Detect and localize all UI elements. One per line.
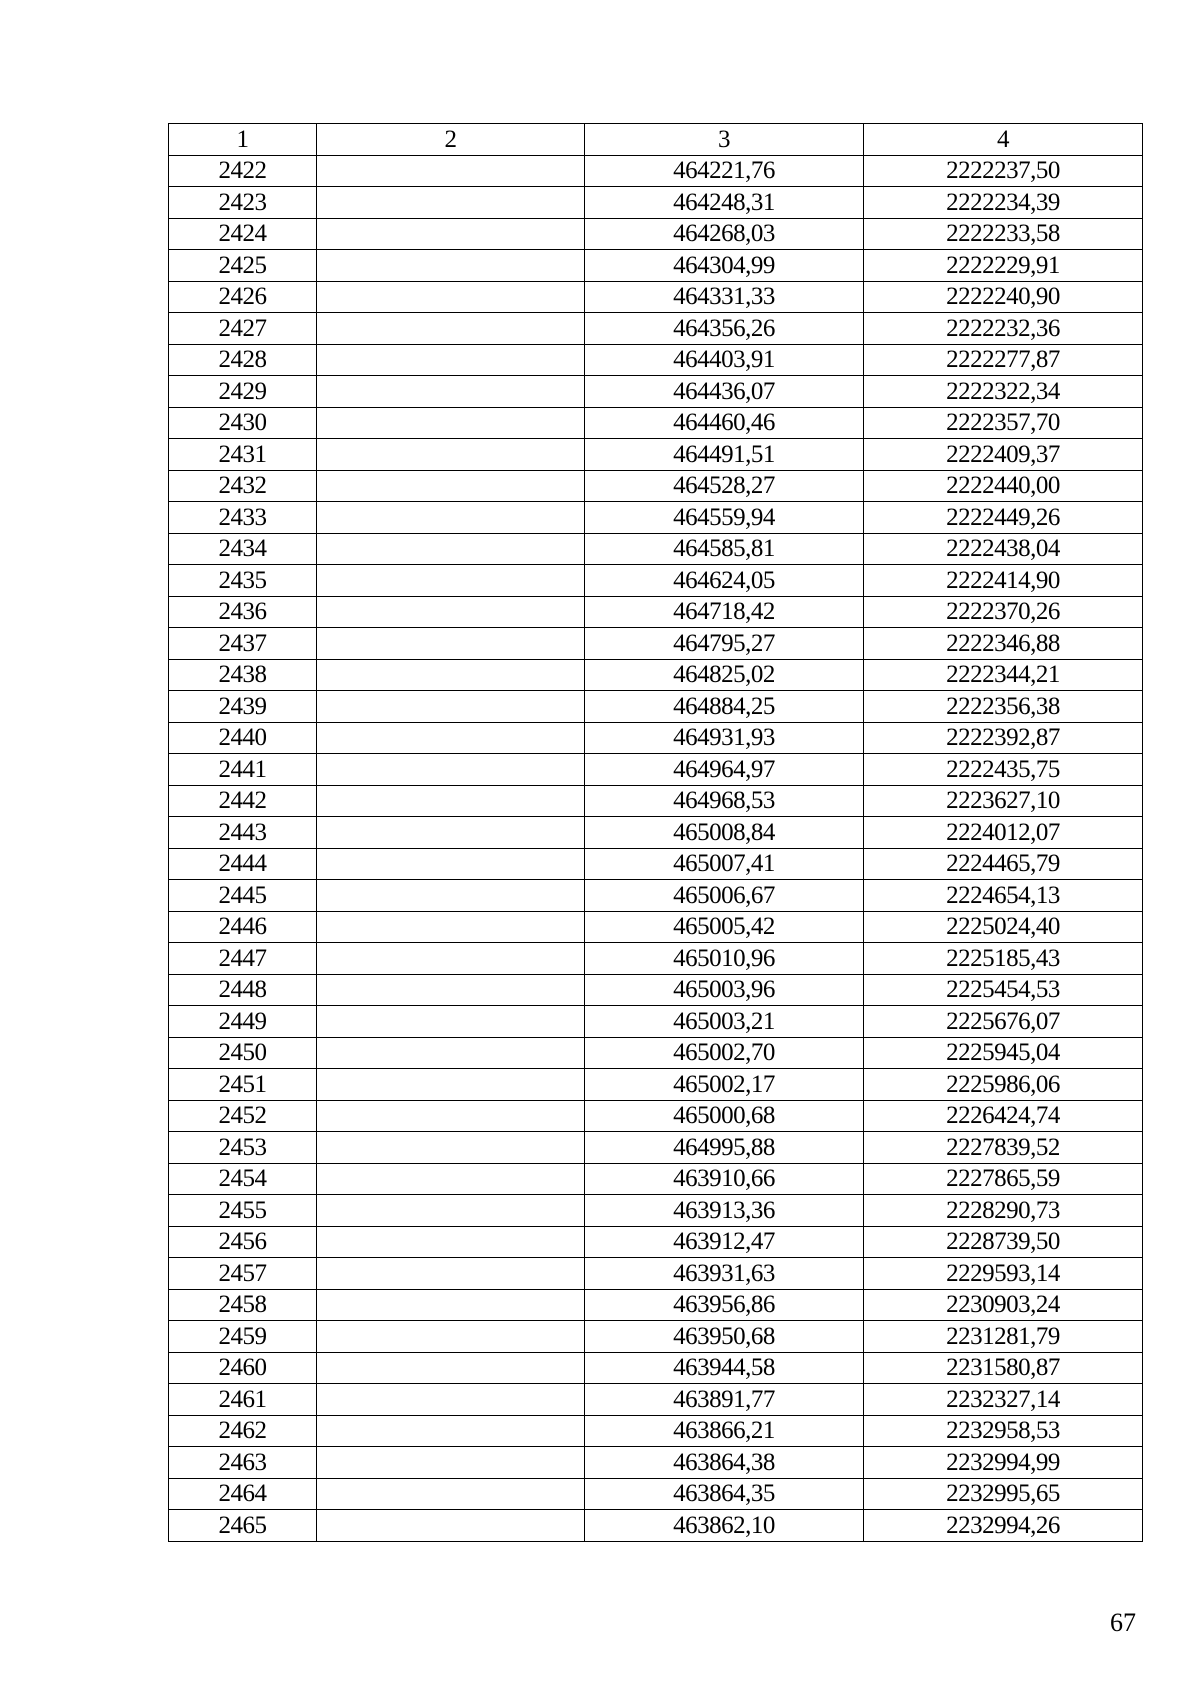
description-cell: [317, 565, 585, 597]
description-cell: [317, 1258, 585, 1290]
description-cell: [317, 470, 585, 502]
x-coordinate-cell: 463950,68: [585, 1321, 864, 1353]
x-coordinate-cell: 465002,70: [585, 1037, 864, 1069]
point-number-cell: 2441: [169, 754, 317, 786]
x-coordinate-cell: 464356,26: [585, 313, 864, 345]
table-row: [169, 722, 1143, 754]
point-number-cell: 2444: [169, 848, 317, 880]
y-coordinate-cell: 2222356,38: [864, 691, 1143, 723]
y-coordinate-cell: 2222237,50: [864, 155, 1143, 187]
header-cell-2: 2: [317, 124, 585, 156]
point-number-cell: 2424: [169, 218, 317, 250]
y-coordinate-cell: 2232958,53: [864, 1415, 1143, 1447]
x-coordinate-cell: 464460,46: [585, 407, 864, 439]
point-number-cell: 2445: [169, 880, 317, 912]
y-coordinate-cell: 2229593,14: [864, 1258, 1143, 1290]
y-coordinate-cell: 2222346,88: [864, 628, 1143, 660]
table-row: [169, 376, 1143, 408]
x-coordinate-cell: 463931,63: [585, 1258, 864, 1290]
table-row: [169, 1478, 1143, 1510]
point-number-cell: 2436: [169, 596, 317, 628]
description-cell: [317, 1037, 585, 1069]
point-number-cell: 2432: [169, 470, 317, 502]
point-number-cell: 2440: [169, 722, 317, 754]
point-number-cell: 2455: [169, 1195, 317, 1227]
table-row: [169, 502, 1143, 534]
table-row: [169, 1100, 1143, 1132]
y-coordinate-cell: 2227865,59: [864, 1163, 1143, 1195]
description-cell: [317, 817, 585, 849]
x-coordinate-cell: 463913,36: [585, 1195, 864, 1227]
description-cell: [317, 1384, 585, 1416]
description-cell: [317, 187, 585, 219]
x-coordinate-cell: 464795,27: [585, 628, 864, 660]
description-cell: [317, 722, 585, 754]
point-number-cell: 2461: [169, 1384, 317, 1416]
y-coordinate-cell: 2225945,04: [864, 1037, 1143, 1069]
y-coordinate-cell: 2222357,70: [864, 407, 1143, 439]
point-number-cell: 2452: [169, 1100, 317, 1132]
x-coordinate-cell: 464528,27: [585, 470, 864, 502]
y-coordinate-cell: 2222409,37: [864, 439, 1143, 471]
description-cell: [317, 1415, 585, 1447]
table-row: [169, 565, 1143, 597]
table-row: [169, 628, 1143, 660]
y-coordinate-cell: 2228290,73: [864, 1195, 1143, 1227]
table-row: [169, 155, 1143, 187]
y-coordinate-cell: 2222449,26: [864, 502, 1143, 534]
table-row: [169, 344, 1143, 376]
table-row: [169, 880, 1143, 912]
x-coordinate-cell: 463866,21: [585, 1415, 864, 1447]
point-number-cell: 2439: [169, 691, 317, 723]
table-row: [169, 1163, 1143, 1195]
point-number-cell: 2454: [169, 1163, 317, 1195]
point-number-cell: 2448: [169, 974, 317, 1006]
x-coordinate-cell: 463944,58: [585, 1352, 864, 1384]
table-row: [169, 1132, 1143, 1164]
x-coordinate-cell: 464331,33: [585, 281, 864, 313]
y-coordinate-cell: 2224465,79: [864, 848, 1143, 880]
x-coordinate-cell: 464403,91: [585, 344, 864, 376]
description-cell: [317, 1069, 585, 1101]
description-cell: [317, 313, 585, 345]
y-coordinate-cell: 2222414,90: [864, 565, 1143, 597]
table-row: [169, 1321, 1143, 1353]
table-row: [169, 1510, 1143, 1542]
description-cell: [317, 1195, 585, 1227]
description-cell: [317, 502, 585, 534]
table-row: [169, 943, 1143, 975]
description-cell: [317, 848, 585, 880]
point-number-cell: 2453: [169, 1132, 317, 1164]
point-number-cell: 2431: [169, 439, 317, 471]
x-coordinate-cell: 465005,42: [585, 911, 864, 943]
table-row: [169, 1195, 1143, 1227]
point-number-cell: 2434: [169, 533, 317, 565]
description-cell: [317, 1447, 585, 1479]
description-cell: [317, 691, 585, 723]
y-coordinate-cell: 2230903,24: [864, 1289, 1143, 1321]
table-row: [169, 1352, 1143, 1384]
y-coordinate-cell: 2225024,40: [864, 911, 1143, 943]
description-cell: [317, 281, 585, 313]
description-cell: [317, 1100, 585, 1132]
point-number-cell: 2447: [169, 943, 317, 975]
x-coordinate-cell: 464964,97: [585, 754, 864, 786]
x-coordinate-cell: 464624,05: [585, 565, 864, 597]
table-row: [169, 281, 1143, 313]
point-number-cell: 2464: [169, 1478, 317, 1510]
point-number-cell: 2443: [169, 817, 317, 849]
table-row: [169, 470, 1143, 502]
description-cell: [317, 974, 585, 1006]
table-header: [169, 124, 1143, 156]
point-number-cell: 2458: [169, 1289, 317, 1321]
y-coordinate-cell: 2231580,87: [864, 1352, 1143, 1384]
x-coordinate-cell: 463864,35: [585, 1478, 864, 1510]
x-coordinate-cell: 463891,77: [585, 1384, 864, 1416]
description-cell: [317, 1226, 585, 1258]
description-cell: [317, 785, 585, 817]
point-number-cell: 2437: [169, 628, 317, 660]
y-coordinate-cell: 2225986,06: [864, 1069, 1143, 1101]
y-coordinate-cell: 2222233,58: [864, 218, 1143, 250]
point-number-cell: 2422: [169, 155, 317, 187]
x-coordinate-cell: 464248,31: [585, 187, 864, 219]
coordinates-table: [168, 123, 1143, 1542]
x-coordinate-cell: 463862,10: [585, 1510, 864, 1542]
point-number-cell: 2433: [169, 502, 317, 534]
y-coordinate-cell: 2222435,75: [864, 754, 1143, 786]
y-coordinate-cell: 2225676,07: [864, 1006, 1143, 1038]
header-cell-4: 4: [864, 124, 1143, 156]
y-coordinate-cell: 2222392,87: [864, 722, 1143, 754]
description-cell: [317, 439, 585, 471]
x-coordinate-cell: 464884,25: [585, 691, 864, 723]
point-number-cell: 2462: [169, 1415, 317, 1447]
description-cell: [317, 218, 585, 250]
header-cell-1: 1: [169, 124, 317, 156]
x-coordinate-cell: 465003,96: [585, 974, 864, 1006]
y-coordinate-cell: 2225454,53: [864, 974, 1143, 1006]
table-row: [169, 974, 1143, 1006]
table-row: [169, 785, 1143, 817]
description-cell: [317, 1163, 585, 1195]
point-number-cell: 2428: [169, 344, 317, 376]
point-number-cell: 2456: [169, 1226, 317, 1258]
table-body: [169, 155, 1143, 1541]
x-coordinate-cell: 464585,81: [585, 533, 864, 565]
point-number-cell: 2451: [169, 1069, 317, 1101]
x-coordinate-cell: 465007,41: [585, 848, 864, 880]
description-cell: [317, 1132, 585, 1164]
x-coordinate-cell: 463864,38: [585, 1447, 864, 1479]
table-row: [169, 313, 1143, 345]
x-coordinate-cell: 464221,76: [585, 155, 864, 187]
description-cell: [317, 1006, 585, 1038]
point-number-cell: 2457: [169, 1258, 317, 1290]
y-coordinate-cell: 2232327,14: [864, 1384, 1143, 1416]
description-cell: [317, 628, 585, 660]
y-coordinate-cell: 2227839,52: [864, 1132, 1143, 1164]
table-row: [169, 407, 1143, 439]
table-row: [169, 218, 1143, 250]
x-coordinate-cell: 464995,88: [585, 1132, 864, 1164]
x-coordinate-cell: 465010,96: [585, 943, 864, 975]
description-cell: [317, 1289, 585, 1321]
x-coordinate-cell: 463912,47: [585, 1226, 864, 1258]
y-coordinate-cell: 2224654,13: [864, 880, 1143, 912]
point-number-cell: 2465: [169, 1510, 317, 1542]
description-cell: [317, 155, 585, 187]
x-coordinate-cell: 464825,02: [585, 659, 864, 691]
y-coordinate-cell: 2226424,74: [864, 1100, 1143, 1132]
table-row: [169, 596, 1143, 628]
description-cell: [317, 344, 585, 376]
point-number-cell: 2423: [169, 187, 317, 219]
description-cell: [317, 533, 585, 565]
table-row: [169, 533, 1143, 565]
table-row: [169, 1384, 1143, 1416]
y-coordinate-cell: 2225185,43: [864, 943, 1143, 975]
x-coordinate-cell: 464559,94: [585, 502, 864, 534]
description-cell: [317, 943, 585, 975]
description-cell: [317, 596, 585, 628]
x-coordinate-cell: 463956,86: [585, 1289, 864, 1321]
point-number-cell: 2449: [169, 1006, 317, 1038]
table-row: [169, 1289, 1143, 1321]
description-cell: [317, 250, 585, 282]
table-row: [169, 817, 1143, 849]
y-coordinate-cell: 2232995,65: [864, 1478, 1143, 1510]
y-coordinate-cell: 2232994,99: [864, 1447, 1143, 1479]
x-coordinate-cell: 464491,51: [585, 439, 864, 471]
point-number-cell: 2438: [169, 659, 317, 691]
description-cell: [317, 1478, 585, 1510]
y-coordinate-cell: 2222370,26: [864, 596, 1143, 628]
page-number: 67: [1110, 1608, 1136, 1637]
x-coordinate-cell: 464968,53: [585, 785, 864, 817]
x-coordinate-cell: 465000,68: [585, 1100, 864, 1132]
table-row: [169, 659, 1143, 691]
header-row: [169, 124, 1143, 156]
x-coordinate-cell: 465006,67: [585, 880, 864, 912]
x-coordinate-cell: 465008,84: [585, 817, 864, 849]
point-number-cell: 2426: [169, 281, 317, 313]
description-cell: [317, 407, 585, 439]
table-row: [169, 1447, 1143, 1479]
y-coordinate-cell: 2222232,36: [864, 313, 1143, 345]
point-number-cell: 2463: [169, 1447, 317, 1479]
y-coordinate-cell: 2222322,34: [864, 376, 1143, 408]
y-coordinate-cell: 2222277,87: [864, 344, 1143, 376]
y-coordinate-cell: 2228739,50: [864, 1226, 1143, 1258]
table-row: [169, 691, 1143, 723]
description-cell: [317, 376, 585, 408]
y-coordinate-cell: 2222234,39: [864, 187, 1143, 219]
point-number-cell: 2430: [169, 407, 317, 439]
description-cell: [317, 1352, 585, 1384]
y-coordinate-cell: 2231281,79: [864, 1321, 1143, 1353]
point-number-cell: 2429: [169, 376, 317, 408]
y-coordinate-cell: 2222240,90: [864, 281, 1143, 313]
table-row: [169, 1006, 1143, 1038]
point-number-cell: 2425: [169, 250, 317, 282]
table-row: [169, 1226, 1143, 1258]
point-number-cell: 2459: [169, 1321, 317, 1353]
table-row: [169, 1037, 1143, 1069]
header-cell-3: 3: [585, 124, 864, 156]
table-row: [169, 1415, 1143, 1447]
description-cell: [317, 911, 585, 943]
y-coordinate-cell: 2222440,00: [864, 470, 1143, 502]
point-number-cell: 2442: [169, 785, 317, 817]
point-number-cell: 2460: [169, 1352, 317, 1384]
description-cell: [317, 1321, 585, 1353]
x-coordinate-cell: 465002,17: [585, 1069, 864, 1101]
description-cell: [317, 754, 585, 786]
description-cell: [317, 1510, 585, 1542]
table-row: [169, 439, 1143, 471]
x-coordinate-cell: 464268,03: [585, 218, 864, 250]
point-number-cell: 2435: [169, 565, 317, 597]
y-coordinate-cell: 2223627,10: [864, 785, 1143, 817]
table-row: [169, 1258, 1143, 1290]
table-row: [169, 1069, 1143, 1101]
table-row: [169, 250, 1143, 282]
table-row: [169, 848, 1143, 880]
y-coordinate-cell: 2232994,26: [864, 1510, 1143, 1542]
table-row: [169, 754, 1143, 786]
y-coordinate-cell: 2224012,07: [864, 817, 1143, 849]
y-coordinate-cell: 2222344,21: [864, 659, 1143, 691]
y-coordinate-cell: 2222438,04: [864, 533, 1143, 565]
table-row: [169, 911, 1143, 943]
x-coordinate-cell: 464718,42: [585, 596, 864, 628]
x-coordinate-cell: 465003,21: [585, 1006, 864, 1038]
point-number-cell: 2450: [169, 1037, 317, 1069]
table-row: [169, 187, 1143, 219]
point-number-cell: 2427: [169, 313, 317, 345]
x-coordinate-cell: 464304,99: [585, 250, 864, 282]
x-coordinate-cell: 464436,07: [585, 376, 864, 408]
description-cell: [317, 659, 585, 691]
x-coordinate-cell: 463910,66: [585, 1163, 864, 1195]
y-coordinate-cell: 2222229,91: [864, 250, 1143, 282]
description-cell: [317, 880, 585, 912]
point-number-cell: 2446: [169, 911, 317, 943]
x-coordinate-cell: 464931,93: [585, 722, 864, 754]
